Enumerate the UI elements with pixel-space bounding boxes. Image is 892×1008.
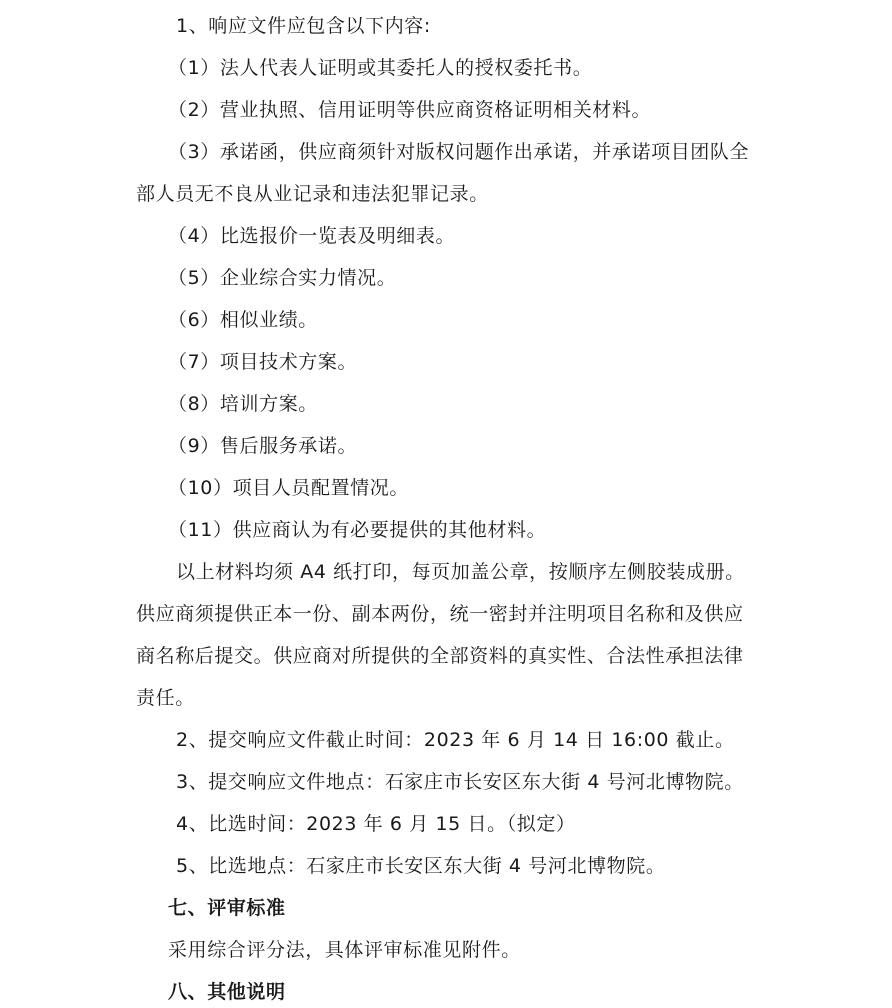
- item-4-time: 4、比选时间：2023 年 6 月 15 日。（拟定）: [176, 813, 576, 835]
- paragraph-line: 以上材料均须 A4 纸打印，每页加盖公章，按顺序左侧胶装成册。: [176, 561, 745, 583]
- list-item-9: （9）售后服务承诺。: [168, 435, 358, 457]
- list-item-3-continued: 部人员无不良从业记录和违法犯罪记录。: [136, 183, 489, 205]
- list-item-10: （10）项目人员配置情况。: [168, 477, 409, 499]
- list-item-6: （6）相似业绩。: [168, 309, 318, 331]
- paragraph-line: 责任。: [136, 687, 195, 709]
- item-5-venue: 5、比选地点：石家庄市长安区东大街 4 号河北博物院。: [176, 855, 666, 877]
- list-item-1: （1）法人代表人证明或其委托人的授权委托书。: [168, 57, 593, 79]
- paragraph-line: 商名称后提交。供应商对所提供的全部资料的真实性、合法性承担法律: [136, 645, 744, 667]
- paragraph-line: 采用综合评分法，具体评审标准见附件。: [168, 939, 521, 961]
- list-item-5: （5）企业综合实力情况。: [168, 267, 397, 289]
- list-item-3: （3）承诺函，供应商须针对版权问题作出承诺，并承诺项目团队全: [168, 141, 750, 163]
- list-item-4: （4）比选报价一览表及明细表。: [168, 225, 456, 247]
- item-1-heading: 1、响应文件应包含以下内容:: [176, 15, 431, 37]
- item-2-deadline: 2、提交响应文件截止时间：2023 年 6 月 14 日 16:00 截止。: [176, 729, 735, 751]
- list-item-8: （8）培训方案。: [168, 393, 318, 415]
- list-item-11: （11）供应商认为有必要提供的其他材料。: [168, 519, 547, 541]
- section-heading-8: 八、其他说明: [168, 981, 286, 1003]
- item-3-location: 3、提交响应文件地点：石家庄市长安区东大街 4 号河北博物院。: [176, 771, 744, 793]
- section-heading-7: 七、评审标准: [168, 897, 286, 919]
- paragraph-line: 供应商须提供正本一份、副本两份，统一密封并注明项目名称和及供应: [136, 603, 744, 625]
- list-item-7: （7）项目技术方案。: [168, 351, 358, 373]
- list-item-2: （2）营业执照、信用证明等供应商资格证明相关材料。: [168, 99, 652, 121]
